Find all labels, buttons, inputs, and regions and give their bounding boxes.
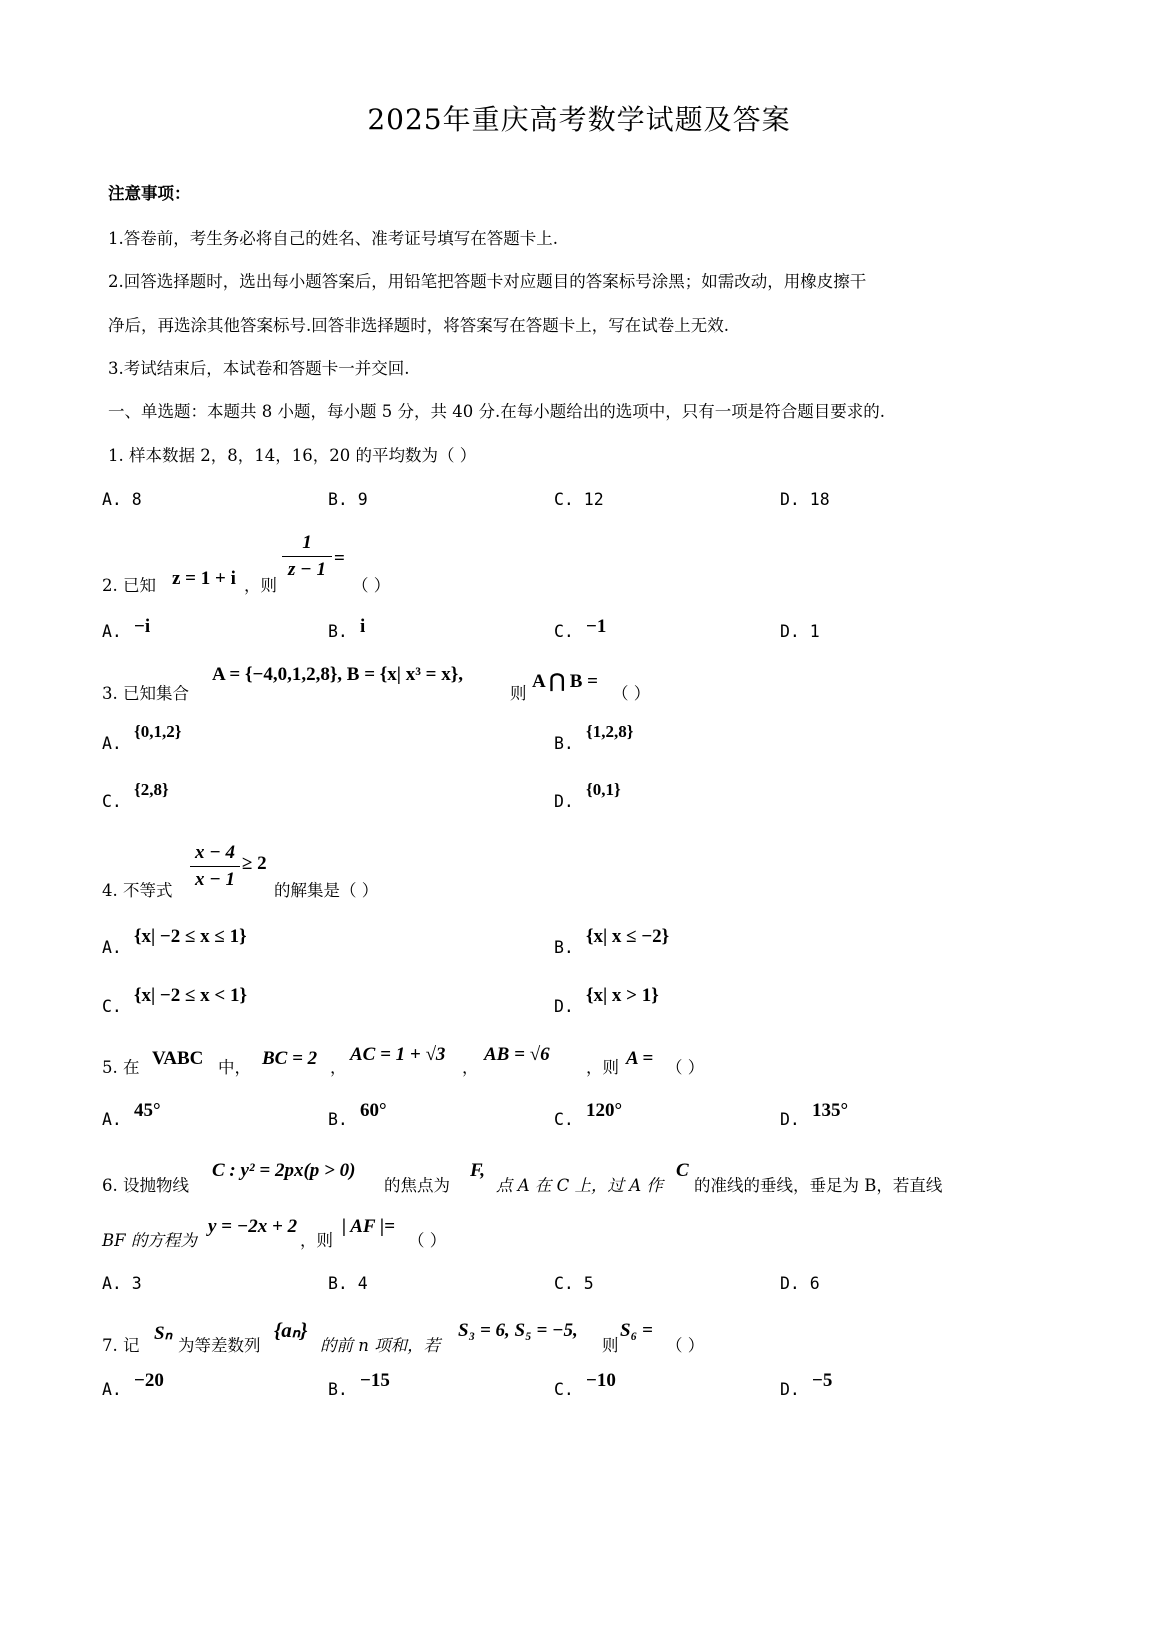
q4-option-c-value: {x| −2 ≤ x < 1} (134, 985, 247, 1006)
q5-option-d-value: 135° (812, 1100, 849, 1121)
q7-label: 7. 记 (102, 1336, 140, 1355)
q6-line-eq: y = −2x + 2 (208, 1216, 298, 1237)
q7-s6: S₆ = (620, 1320, 653, 1341)
q2-then: ，则 (244, 576, 277, 595)
q3-expr2: A ⋂ B = (532, 671, 599, 692)
q3-expr: A = {−4,0,1,2,8}, B = {x| x³ = x}, (212, 664, 463, 685)
q3-option-d-value: {0,1} (586, 780, 621, 799)
q5-option-d-label: D. (780, 1110, 800, 1129)
q6-option-d: D. 6 (780, 1274, 820, 1293)
q7-conditions: S₃ = 6, S₅ = −5, (458, 1320, 578, 1341)
q7-option-d-value: −5 (812, 1370, 833, 1391)
q6-c: C (676, 1160, 689, 1181)
q7-option-b-label: B. (328, 1380, 348, 1399)
q2-label: 2. 已知 (102, 576, 156, 595)
q6-text-3: 的准线的垂线，垂足为 B，若直线 (694, 1176, 943, 1195)
notice-item-2a: 2.回答选择题时，选出每小题答案后，用铅笔把答题卡对应题目的答案标号涂黑；如需改动，用橡皮擦干 (108, 272, 867, 291)
q3-option-b-label: B. (554, 734, 574, 753)
q4-option-b-value: {x| x ≤ −2} (586, 926, 670, 947)
q4-option-a-label: A. (102, 938, 122, 957)
q7-option-b-value: −15 (360, 1370, 390, 1391)
section-heading: 一、单选题：本题共 8 小题，每小题 5 分，共 40 分.在每小题给出的选项中，只有一项是符合题目要求的. (108, 402, 885, 421)
page-title: 2025年重庆高考数学试题及答案 (367, 103, 791, 136)
q7-sn: Sₙ (154, 1323, 173, 1344)
q6-option-a: A. 3 (102, 1274, 142, 1293)
q5-ac: AC = 1 + √3 (350, 1044, 446, 1065)
q7-option-d-label: D. (780, 1380, 800, 1399)
q1-stem: 1. 样本数据 2，8，14，16，20 的平均数为（ ） (108, 446, 477, 465)
q1-option-d: D. 18 (780, 490, 830, 509)
notice-item-3: 3.考试结束后，本试卷和答题卡一并交回. (108, 359, 410, 378)
q2-fraction-numerator: 1 (302, 532, 312, 553)
q7-option-a-value: −20 (134, 1370, 164, 1391)
q1-option-c: C. 12 (554, 490, 604, 509)
q7-sequence: {aₙ} (274, 1318, 308, 1342)
q7-then: 则 (602, 1336, 619, 1355)
q3-option-c-label: C. (102, 792, 122, 811)
q4-option-b-label: B. (554, 938, 574, 957)
q4-tail: 的解集是（ ） (274, 881, 379, 900)
q1-option-b: B. 9 (328, 490, 368, 509)
q6-text-1: 的焦点为 (384, 1176, 450, 1195)
q5-paren: （ ） (666, 1058, 705, 1077)
q6-line2-text: BF 的方程为 (102, 1231, 197, 1250)
q5-bc: BC = 2 (262, 1048, 318, 1069)
q4-label: 4. 不等式 (102, 881, 173, 900)
notice-heading: 注意事项： (108, 184, 191, 203)
q5-option-b-label: B. (328, 1110, 348, 1129)
q4-option-a-value: {x| −2 ≤ x ≤ 1} (134, 926, 247, 947)
q3-option-a-value: {0,1,2} (134, 722, 182, 741)
q7-text-2: 的前 n 项和，若 (320, 1336, 441, 1355)
q6-parabola: C : y² = 2px(p > 0) (212, 1160, 356, 1181)
notice-item-1: 1.答卷前，考生务必将自己的姓名、准考证号填写在答题卡上. (108, 229, 558, 248)
q7-paren: （ ） (666, 1336, 705, 1355)
q6-option-b: B. 4 (328, 1274, 368, 1293)
q5-ab: AB = √6 (484, 1044, 550, 1065)
q1-option-a: A. 8 (102, 490, 142, 509)
q2-option-a-label: A. (102, 622, 122, 641)
q2-option-a-value: −i (134, 616, 151, 637)
q5-triangle: VABC (152, 1048, 204, 1069)
q4-option-d-value: {x| x > 1} (586, 985, 659, 1006)
q4-fraction-numerator: x − 4 (194, 842, 235, 863)
q6-text-2: 点 A 在 C 上，过 A 作 (496, 1176, 663, 1195)
q3-paren: （ ） (612, 684, 651, 703)
q6-label: 6. 设抛物线 (102, 1176, 189, 1195)
q3-option-b-value: {1,2,8} (586, 722, 634, 741)
q3-label: 3. 已知集合 (102, 684, 189, 703)
q4-option-c-label: C. (102, 997, 122, 1016)
q2-paren: （ ） (352, 576, 391, 595)
q2-expr: z = 1 + i (172, 568, 236, 589)
q5-text-2: ， (330, 1058, 347, 1077)
q2-option-b-label: B. (328, 622, 348, 641)
q7-option-c-value: −10 (586, 1370, 616, 1391)
q5-angle-a: A = (626, 1048, 654, 1069)
q5-option-b-value: 60° (360, 1100, 387, 1121)
q4-fraction (190, 842, 240, 891)
q5-option-c-label: C. (554, 1110, 574, 1129)
q2-fraction (282, 532, 332, 581)
q5-option-a-label: A. (102, 1110, 122, 1129)
q5-option-a-value: 45° (134, 1100, 161, 1121)
q5-text-3: ， (462, 1058, 479, 1077)
q7-option-a-label: A. (102, 1380, 122, 1399)
q5-label: 5. 在 (102, 1058, 140, 1077)
q4-relation: ≥ 2 (242, 853, 267, 874)
q3-option-d-label: D. (554, 792, 574, 811)
q7-text-1: 为等差数列 (178, 1336, 261, 1355)
q2-option-d: D. 1 (780, 622, 820, 641)
q3-then: 则 (510, 684, 527, 703)
q3-option-c-value: {2,8} (134, 780, 169, 799)
notice-item-2b: 净后，再选涂其他答案标号.回答非选择题时，将答案写在答题卡上，写在试卷上无效. (108, 316, 729, 335)
q4-option-d-label: D. (554, 997, 574, 1016)
q2-option-c-value: −1 (586, 616, 607, 637)
q6-option-c: C. 5 (554, 1274, 594, 1293)
q2-equals: = (334, 548, 345, 569)
q6-af: | AF |= (342, 1216, 395, 1237)
fraction-bar (190, 866, 240, 867)
q3-option-a-label: A. (102, 734, 122, 753)
fraction-bar (282, 556, 332, 557)
q2-option-b-value: i (360, 616, 366, 637)
q6-text-4: ，则 (300, 1231, 333, 1250)
q2-fraction-denominator: z − 1 (288, 559, 326, 580)
q5-text-4: ，则 (586, 1058, 619, 1077)
q6-focus: F, (470, 1160, 485, 1181)
q4-fraction-denominator: x − 1 (194, 869, 235, 890)
q7-option-c-label: C. (554, 1380, 574, 1399)
q6-paren: （ ） (408, 1231, 447, 1250)
q2-option-c-label: C. (554, 622, 574, 641)
q5-option-c-value: 120° (586, 1100, 623, 1121)
q5-text-1: 中， (218, 1058, 251, 1077)
